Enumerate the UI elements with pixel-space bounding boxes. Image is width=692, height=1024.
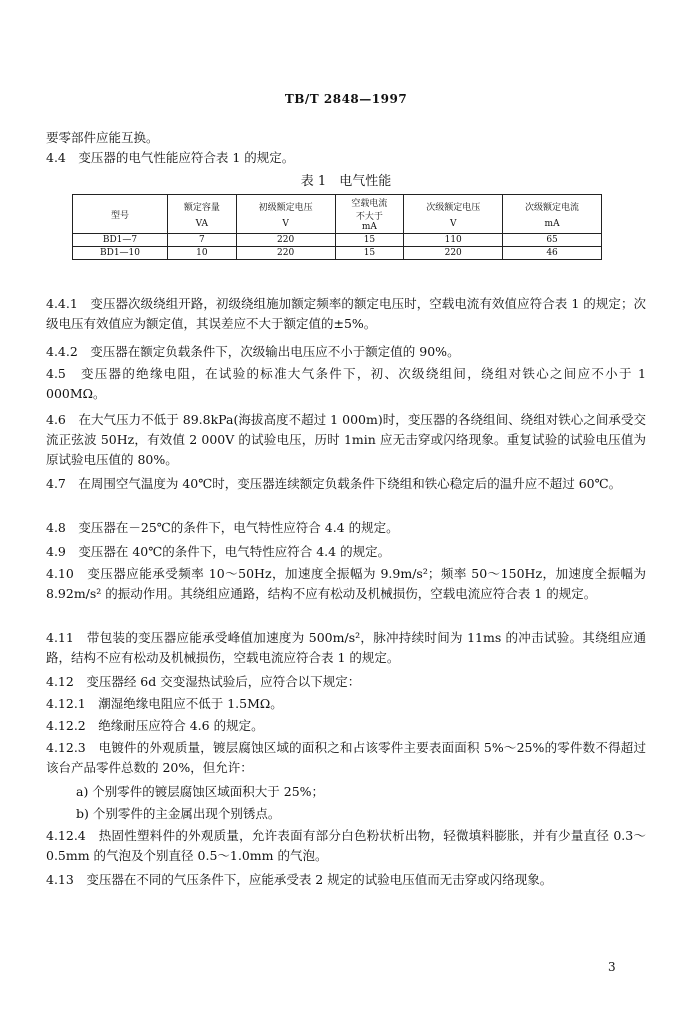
cell-model: BD1—7 (73, 234, 168, 247)
cell-noload-current: 15 (335, 247, 404, 260)
clause-4-4-1: 4.4.1 变压器次级绕组开路，初级绕组施加额定频率的额定电压时，空载电流有效值应符合表 1 的规定；次级电压有效值应为额定值，其误差应不大于额定值的±5%。 (46, 296, 646, 331)
page-number: 3 (608, 960, 616, 974)
table-header-row (73, 195, 602, 234)
cell-secondary-current: 65 (503, 234, 602, 247)
clause-4-12-1: 4.12.1 潮湿绝缘电阻应不低于 1.5MΩ。 (46, 696, 283, 711)
table-caption: 表 1 电气性能 (300, 174, 392, 189)
col-header-secondary-current: 次级额定电流 mA (503, 195, 602, 234)
clause-4-11: 4.11 带包装的变压器应能承受峰值加速度为 500m/s²，脉冲持续时间为 11ms 的冲击试验。其绕组应通路，结构不应有松动及机械损伤，空载电流应符合表 1 的规定。 (46, 630, 646, 665)
clause-4-4-2: 4.4.2 变压器在额定负载条件下，次级输出电压应不小于额定值的 90%。 (46, 344, 460, 359)
cell-secondary-voltage: 110 (404, 234, 503, 247)
clause-4-6: 4.6 在大气压力不低于 89.8kPa(海拔高度不超过 1 000m)时，变压器的各绕组间、绕组对铁心之间承受交流正弦波 50Hz，有效值 2 000V 的试验电压，历时 1min 应无击穿或闪络现象。重复试验的试验电压值为原试验电压值的 80%。 (46, 412, 646, 467)
clause-4-8: 4.8 变压器在－25℃的条件下，电气特性应符合 4.4 的规定。 (46, 520, 399, 535)
page-header: TB/T 2848—1997 (284, 92, 408, 106)
cell-capacity: 10 (168, 247, 237, 260)
cell-model: BD1—10 (73, 247, 168, 260)
clause-4-13: 4.13 变压器在不同的气压条件下，应能承受表 2 规定的试验电压值而无击穿或闪络现象。 (46, 872, 553, 887)
table-row (73, 234, 602, 247)
clause-4-12-3: 4.12.3 电镀件的外观质量，镀层腐蚀区域的面积之和占该零件主要表面面积 5%～25%的零件数不得超过该台产品零件总数的 20%，但允许： (46, 740, 646, 775)
col-header-rated-capacity: 额定容量 VA (168, 195, 237, 234)
cell-primary-voltage: 220 (236, 234, 335, 247)
list-item-a: a) 个别零件的镀层腐蚀区域面积大于 25%； (76, 784, 325, 799)
col-header-primary-voltage: 初级额定电压 V (236, 195, 335, 234)
clause-4-7: 4.7 在周围空气温度为 40℃时，变压器连续额定负载条件下绕组和铁心稳定后的温升应不超过 60℃。 (46, 476, 622, 491)
col-header-secondary-voltage: 次级额定电压 V (404, 195, 503, 234)
electrical-performance-table (72, 194, 602, 260)
table-row (73, 247, 602, 260)
cell-secondary-current: 46 (503, 247, 602, 260)
cell-secondary-voltage: 220 (404, 247, 503, 260)
clause-4-10: 4.10 变压器应能承受频率 10～50Hz，加速度全振幅为 9.9m/s²；频率 50～150Hz，加速度全振幅为 8.92m/s² 的振动作用。其绕组应通路，结构不应有松动及机械损伤，空载电流应符合表 1 的规定。 (46, 566, 646, 601)
cell-capacity: 7 (168, 234, 237, 247)
col-header-noload-current: 空载电流 不大于 mA (335, 195, 404, 234)
clause-4-12: 4.12 变压器经 6d 交变湿热试验后，应符合以下规定： (46, 674, 361, 689)
clause-4-5: 4.5 变压器的绝缘电阻，在试验的标准大气条件下，初、次级绕组间，绕组对铁心之间应不小于 1 000MΩ。 (46, 366, 646, 401)
col-header-model: 型号 (73, 195, 168, 234)
cell-noload-current: 15 (335, 234, 404, 247)
list-item-b: b) 个别零件的主金属出现个别锈点。 (76, 806, 281, 821)
intro-line: 要零部件应能互换。 (46, 130, 159, 145)
clause-4-4: 4.4 变压器的电气性能应符合表 1 的规定。 (46, 150, 295, 165)
clause-4-12-2: 4.12.2 绝缘耐压应符合 4.6 的规定。 (46, 718, 264, 733)
clause-4-9: 4.9 变压器在 40℃的条件下，电气特性应符合 4.4 的规定。 (46, 544, 391, 559)
clause-4-12-4: 4.12.4 热固性塑料件的外观质量，允许表面有部分白色粉状析出物，轻微填料膨胀，并有少量直径 0.3～0.5mm 的气泡及个别直径 0.5～1.0mm 的气泡。 (46, 828, 646, 863)
cell-primary-voltage: 220 (236, 247, 335, 260)
